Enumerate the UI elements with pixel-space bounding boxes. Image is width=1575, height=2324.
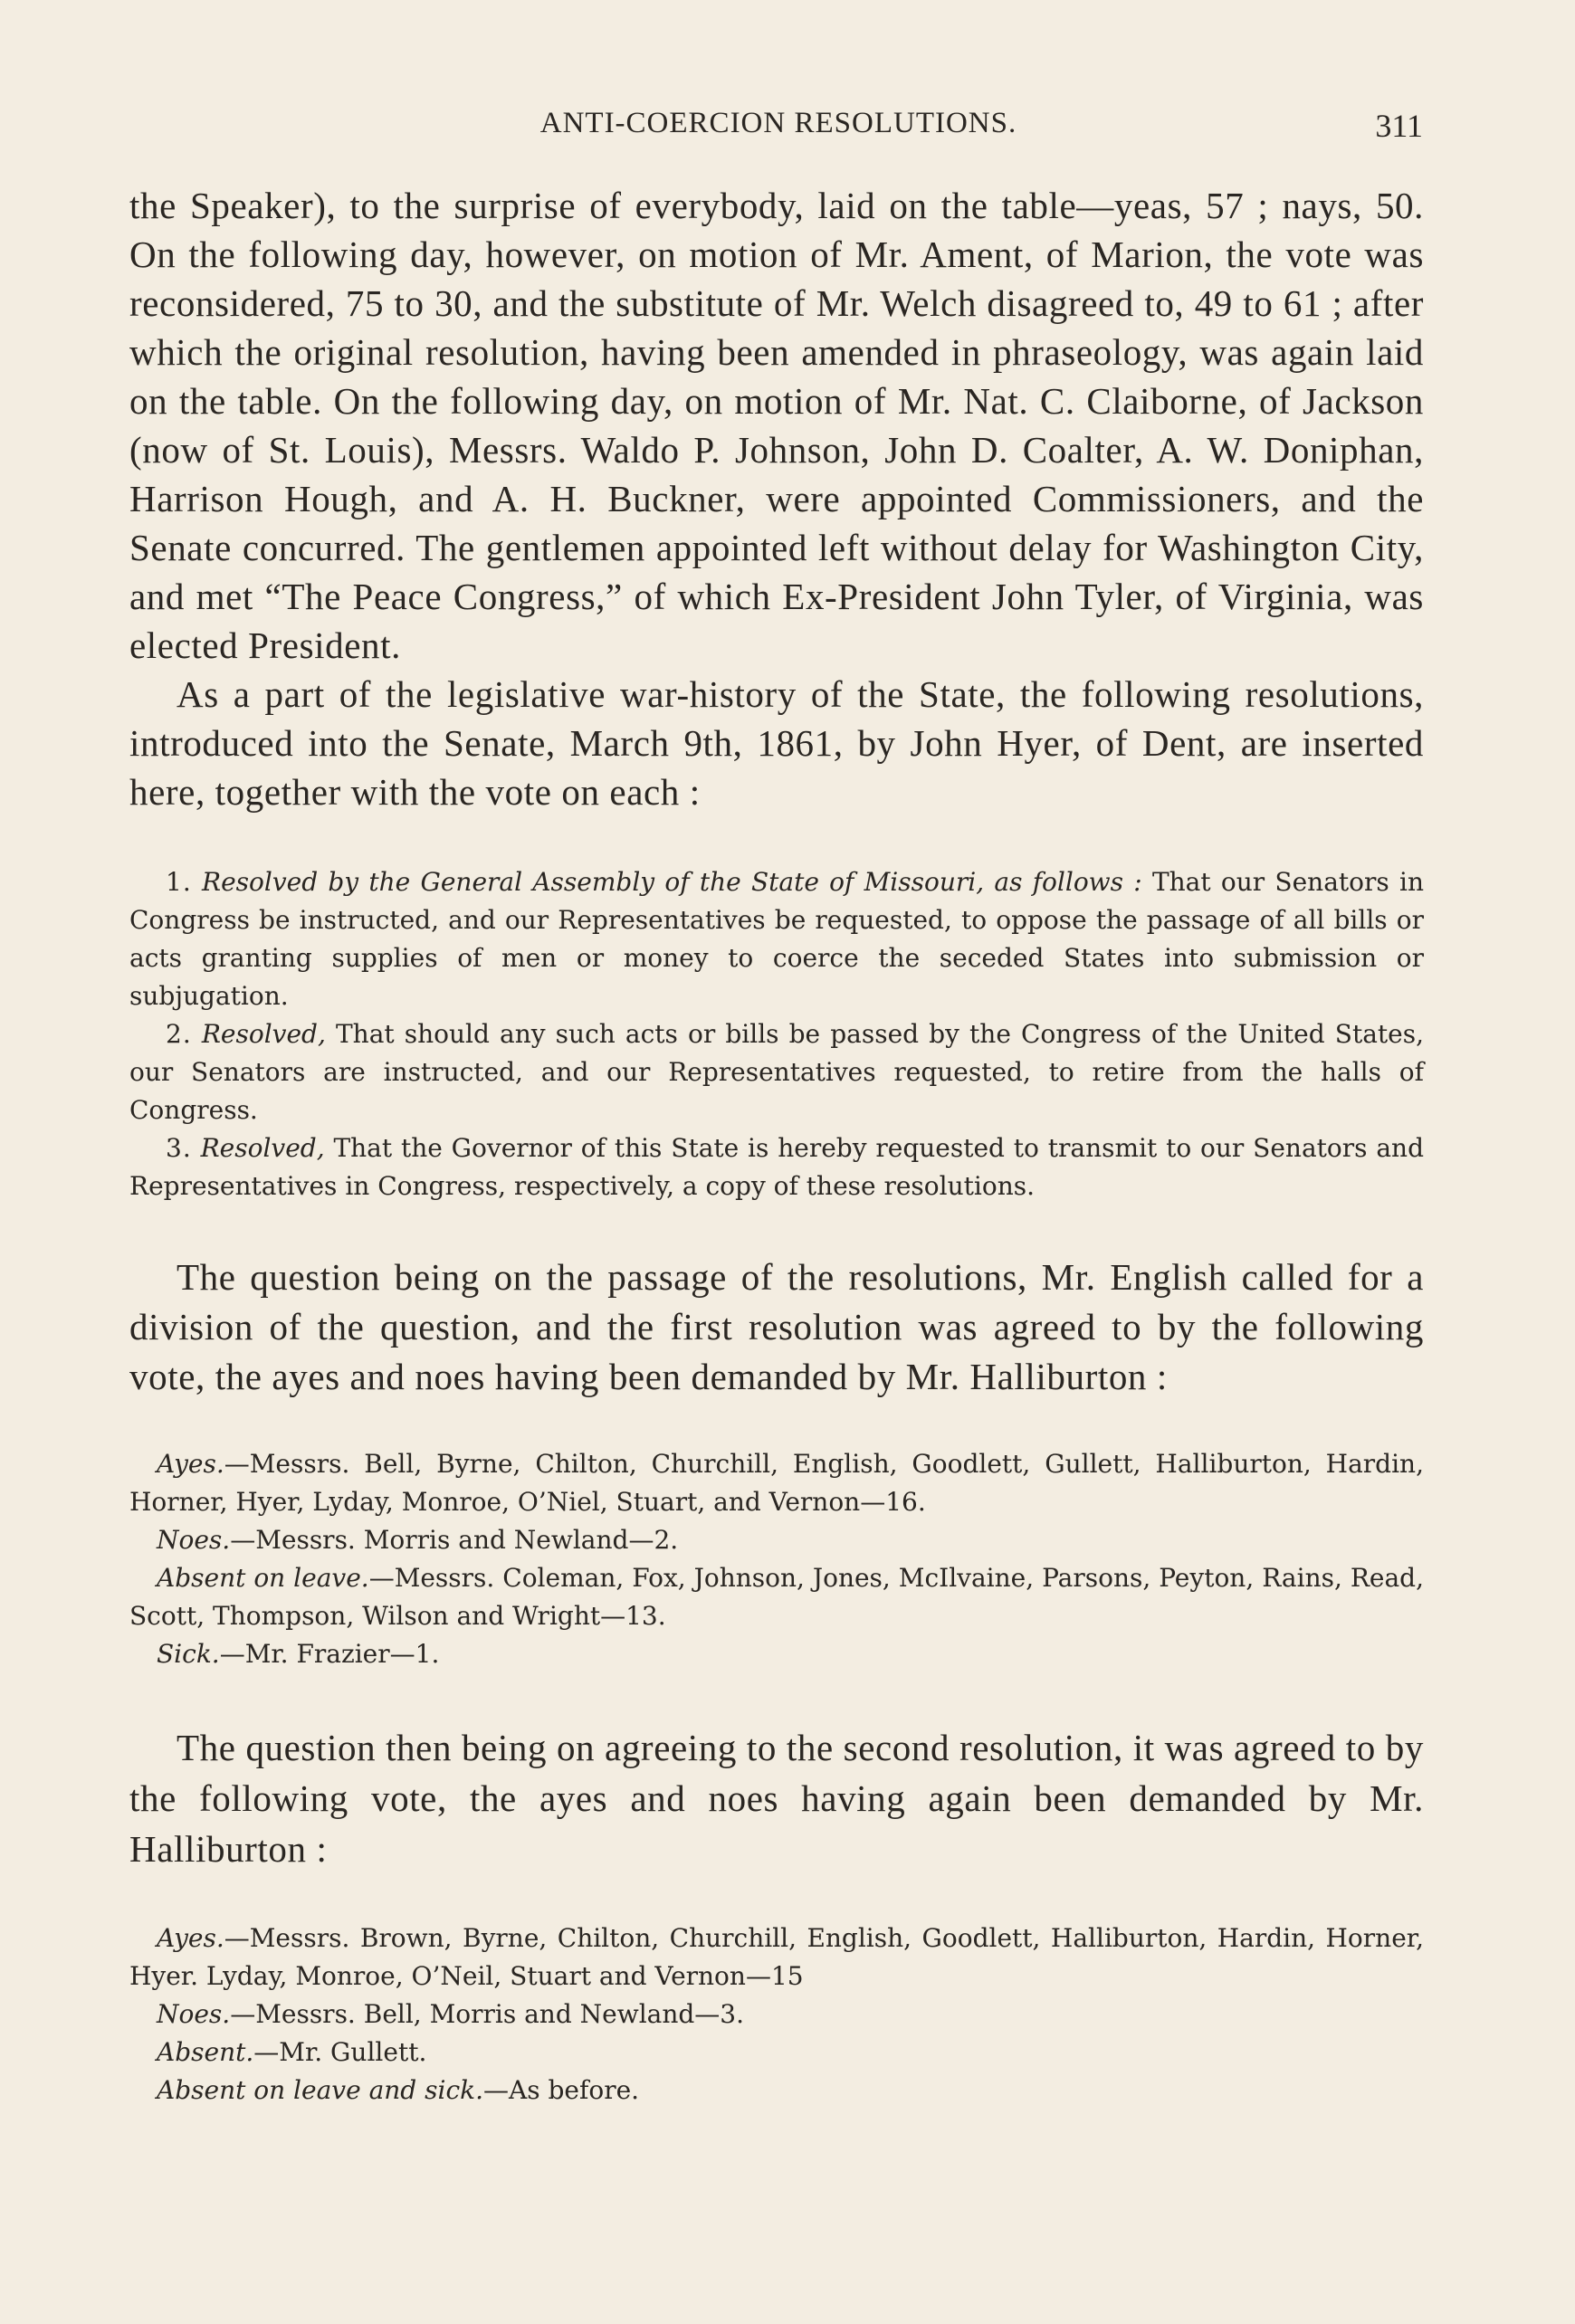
vote-names: —Messrs. Brown, Byrne, Chilton, Churchill, English, Goodlett, Halliburton, Hardin, Horner, Hyer. Lyday, Monroe, O’Neil, Stuart and Vernon—15: [129, 1923, 1424, 1991]
vote-line: [129, 2034, 1424, 2072]
resolution-text: That should any such acts or bills be passed by the Congress of the United States, our Senators are instructed, and our Representatives requested, to retire from the halls of Congress.: [129, 1019, 1424, 1125]
paragraph-second-vote: The question then being on agreeing to the second resolution, it was agreed to by the following vote, the ayes and noes having again been demanded by Mr. Halliburton :: [129, 1727, 1424, 1870]
resolution-label: Resolved,: [200, 1133, 325, 1163]
vote-line: [129, 1445, 1424, 1521]
vote-names: —Mr. Frazier—1.: [219, 1639, 440, 1669]
vote-label: Absent.: [157, 2037, 254, 2067]
page-number: 311: [1375, 108, 1423, 144]
vote-label: Absent on leave and sick.: [157, 2075, 483, 2105]
vote-list-second: [129, 1919, 1424, 2110]
resolution-item: [129, 1015, 1424, 1129]
vote-label: Sick.: [157, 1639, 220, 1669]
paragraph-first-vote: The question being on the passage of the resolutions, Mr. English called for a division of the question, and the first resolution was agreed to by the following vote, the ayes and noes having been demanded by Mr. Halliburton :: [129, 1256, 1424, 1397]
vote-list-first: [129, 1445, 1424, 1673]
vote-line: [129, 2072, 1424, 2110]
running-title: ANTI-COERCION RESOLUTIONS.: [539, 107, 1017, 139]
vote-names: —Messrs. Bell, Byrne, Chilton, Churchill, English, Goodlett, Gullett, Halliburton, Hardin, Horner, Hyer, Lyday, Monroe, O’Niel, Stuart, and Vernon—16.: [129, 1449, 1424, 1517]
vote-names: —Messrs. Coleman, Fox, Johnson, Jones, McIlvaine, Parsons, Peyton, Rains, Read, Scott, Thompson, Wilson and Wright—13.: [129, 1563, 1424, 1631]
resolution-number: 3.: [166, 1133, 192, 1163]
paragraph-continuation: the Speaker), to the surprise of everybody, laid on the table—yeas, 57 ; nays, 50. On the following day, however, on motion of Mr. Ament, of Marion, the vote was reconsidered, 75 to 30, and the substitute of Mr. Welch disagreed to, 49 to 61 ; after which the original resolution, having been amended in phraseology, was again laid on the table. On the following day, on motion of Mr. Nat. C. Claiborne, of Jackson (now of St. Louis), Messrs. Waldo P. Johnson, John D. Coalter, A. W. Doniphan, Harrison Hough, and A. H. Buckner, were appointed Commissioners, and the Senate concurred. The gentlemen appointed left without delay for Washington City, and met “The Peace Congress,” of which Ex-President John Tyler, of Virginia, was elected President.: [129, 185, 1424, 666]
resolution-label: Resolved,: [201, 1019, 326, 1049]
resolution-label: Resolved by the General Assembly of the State of Missouri, as follows :: [201, 867, 1142, 897]
resolution-number: 2.: [166, 1019, 192, 1049]
vote-line: [129, 1521, 1424, 1559]
resolution-text: That our Senators in Congress be instructed, and our Representatives be requested, to oppose the passage of all bills or acts granting supplies of men or money to coerce the seceded States into submission or subjugation.: [129, 867, 1424, 1011]
vote-label: Ayes.: [157, 1923, 224, 1953]
vote-label: Noes.: [157, 1999, 231, 2029]
vote-line: [129, 1995, 1424, 2034]
paragraph-intro-resolutions: As a part of the legislative war-history of the State, the following resolutions, introduced into the Senate, March 9th, 1861, by John Hyer, of Dent, are inserted here, together with the vote on each :: [129, 673, 1424, 813]
vote-label: Ayes.: [157, 1449, 224, 1479]
running-head: [127, 107, 1430, 152]
vote-line: [129, 1635, 1424, 1673]
vote-label: Absent on leave.: [157, 1563, 369, 1593]
vote-label: Noes.: [157, 1525, 231, 1555]
resolutions-block: [129, 863, 1424, 1205]
vote-names: —Messrs. Morris and Newland—2.: [230, 1525, 679, 1555]
resolution-text: That the Governor of this State is hereby requested to transmit to our Senators and Representatives in Congress, respectively, a copy of these resolutions.: [129, 1133, 1424, 1201]
body-text: [129, 181, 1424, 2110]
resolution-item: [129, 863, 1424, 1015]
resolution-item: [129, 1129, 1424, 1205]
resolution-number: 1.: [166, 867, 192, 897]
vote-line: [129, 1559, 1424, 1635]
vote-names: —Messrs. Bell, Morris and Newland—3.: [230, 1999, 745, 2029]
vote-names: —Mr. Gullett.: [253, 2037, 427, 2067]
vote-names: —As before.: [483, 2075, 640, 2105]
vote-line: [129, 1919, 1424, 1995]
